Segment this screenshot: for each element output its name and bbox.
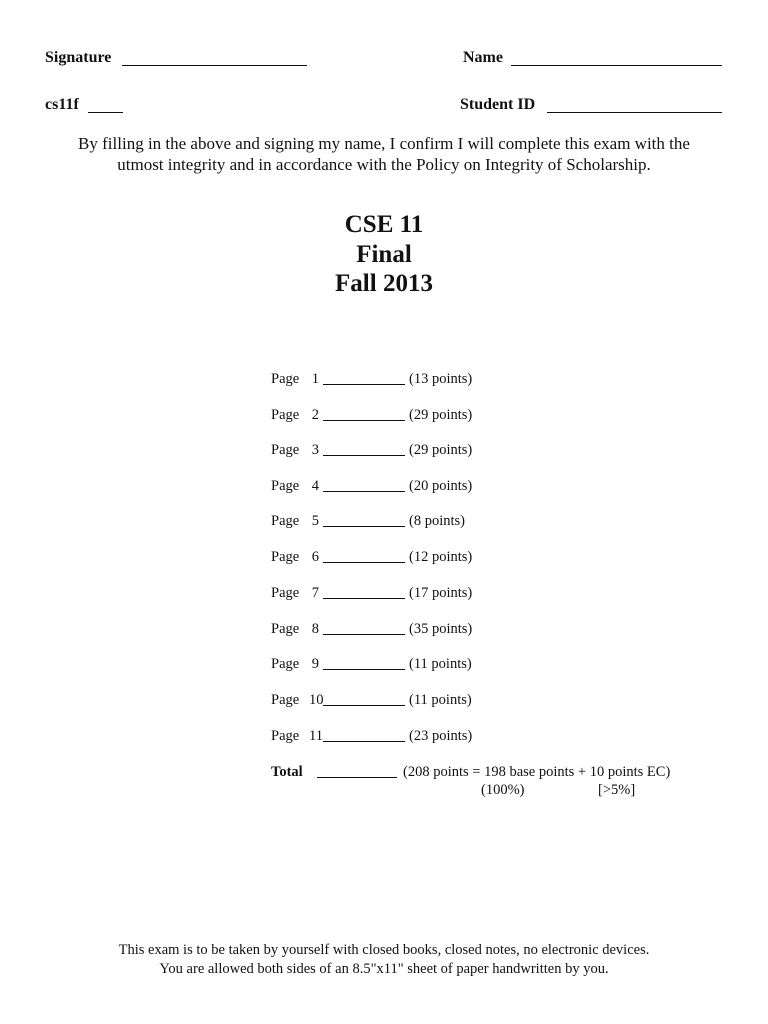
page-number: 5 bbox=[311, 513, 319, 529]
page-number: 3 bbox=[311, 442, 319, 458]
page-label: Page bbox=[271, 585, 300, 601]
score-blank[interactable] bbox=[323, 705, 405, 706]
page-label: Page bbox=[271, 656, 300, 672]
login-label: cs11f bbox=[45, 96, 79, 113]
page-number: 10 bbox=[309, 692, 324, 708]
page-number: 1 bbox=[311, 371, 319, 387]
page-number: 6 bbox=[311, 549, 319, 565]
page-number: 9 bbox=[311, 656, 319, 672]
page-number: 11 bbox=[309, 728, 323, 744]
page-points: (23 points) bbox=[409, 728, 473, 744]
exam-rules bbox=[0, 941, 768, 979]
exam-title bbox=[0, 210, 768, 299]
base-percent: (100%) bbox=[481, 782, 525, 798]
page-label: Page bbox=[271, 728, 300, 744]
score-blank[interactable] bbox=[323, 455, 405, 456]
page-label: Page bbox=[271, 371, 300, 387]
student-id-line[interactable] bbox=[547, 112, 722, 113]
course-title: CSE 11 bbox=[344, 211, 424, 238]
score-blank[interactable] bbox=[323, 634, 405, 635]
exam-term: Fall 2013 bbox=[335, 270, 433, 297]
page-label: Page bbox=[271, 442, 300, 458]
page-label: Page bbox=[271, 407, 300, 423]
page-number: 2 bbox=[311, 407, 319, 423]
score-blank[interactable] bbox=[323, 491, 405, 492]
page-number: 4 bbox=[311, 478, 319, 494]
page-label: Page bbox=[271, 513, 300, 529]
score-blank[interactable] bbox=[323, 598, 405, 599]
total-points: (208 points = 198 base points + 10 points EC) bbox=[403, 764, 671, 780]
page-points: (13 points) bbox=[409, 371, 473, 387]
student-id-label: Student ID bbox=[460, 96, 536, 113]
page-label: Page bbox=[271, 692, 300, 708]
score-blank[interactable] bbox=[323, 669, 405, 670]
name-label: Name bbox=[463, 49, 503, 66]
page-points: (20 points) bbox=[409, 478, 473, 494]
total-label: Total bbox=[271, 764, 303, 780]
page-number: 8 bbox=[311, 621, 319, 637]
page-points: (8 points) bbox=[409, 513, 465, 529]
page-points: (17 points) bbox=[409, 585, 473, 601]
score-blank[interactable] bbox=[323, 420, 405, 421]
page-points: (29 points) bbox=[409, 407, 473, 423]
rules-line-1: This exam is to be taken by yourself with closed books, closed notes, no electronic devices. bbox=[118, 942, 650, 958]
signature-line[interactable] bbox=[122, 65, 307, 66]
name-line[interactable] bbox=[511, 65, 722, 66]
page-points: (35 points) bbox=[409, 621, 473, 637]
page-label: Page bbox=[271, 549, 300, 565]
page-label: Page bbox=[271, 478, 300, 494]
page-points: (12 points) bbox=[409, 549, 473, 565]
extra-credit-percent: [>5%] bbox=[598, 782, 636, 798]
login-line[interactable] bbox=[88, 112, 123, 113]
score-blank[interactable] bbox=[323, 741, 405, 742]
page-points: (29 points) bbox=[409, 442, 473, 458]
page-points: (11 points) bbox=[409, 692, 472, 708]
score-blank[interactable] bbox=[323, 526, 405, 527]
signature-label: Signature bbox=[45, 49, 112, 66]
score-blank[interactable] bbox=[323, 562, 405, 563]
page-label: Page bbox=[271, 621, 300, 637]
pledge-line-1: By filling in the above and signing my name, I confirm I will complete this exam with the bbox=[78, 134, 690, 153]
integrity-pledge bbox=[40, 133, 728, 175]
total-blank[interactable] bbox=[317, 777, 397, 778]
score-blank[interactable] bbox=[323, 384, 405, 385]
page-points: (11 points) bbox=[409, 656, 472, 672]
rules-line-2: You are allowed both sides of an 8.5"x11" sheet of paper handwritten by you. bbox=[159, 961, 609, 977]
page-number: 7 bbox=[311, 585, 319, 601]
pledge-line-2: utmost integrity and in accordance with the Policy on Integrity of Scholarship. bbox=[117, 155, 651, 174]
exam-name: Final bbox=[356, 240, 412, 268]
